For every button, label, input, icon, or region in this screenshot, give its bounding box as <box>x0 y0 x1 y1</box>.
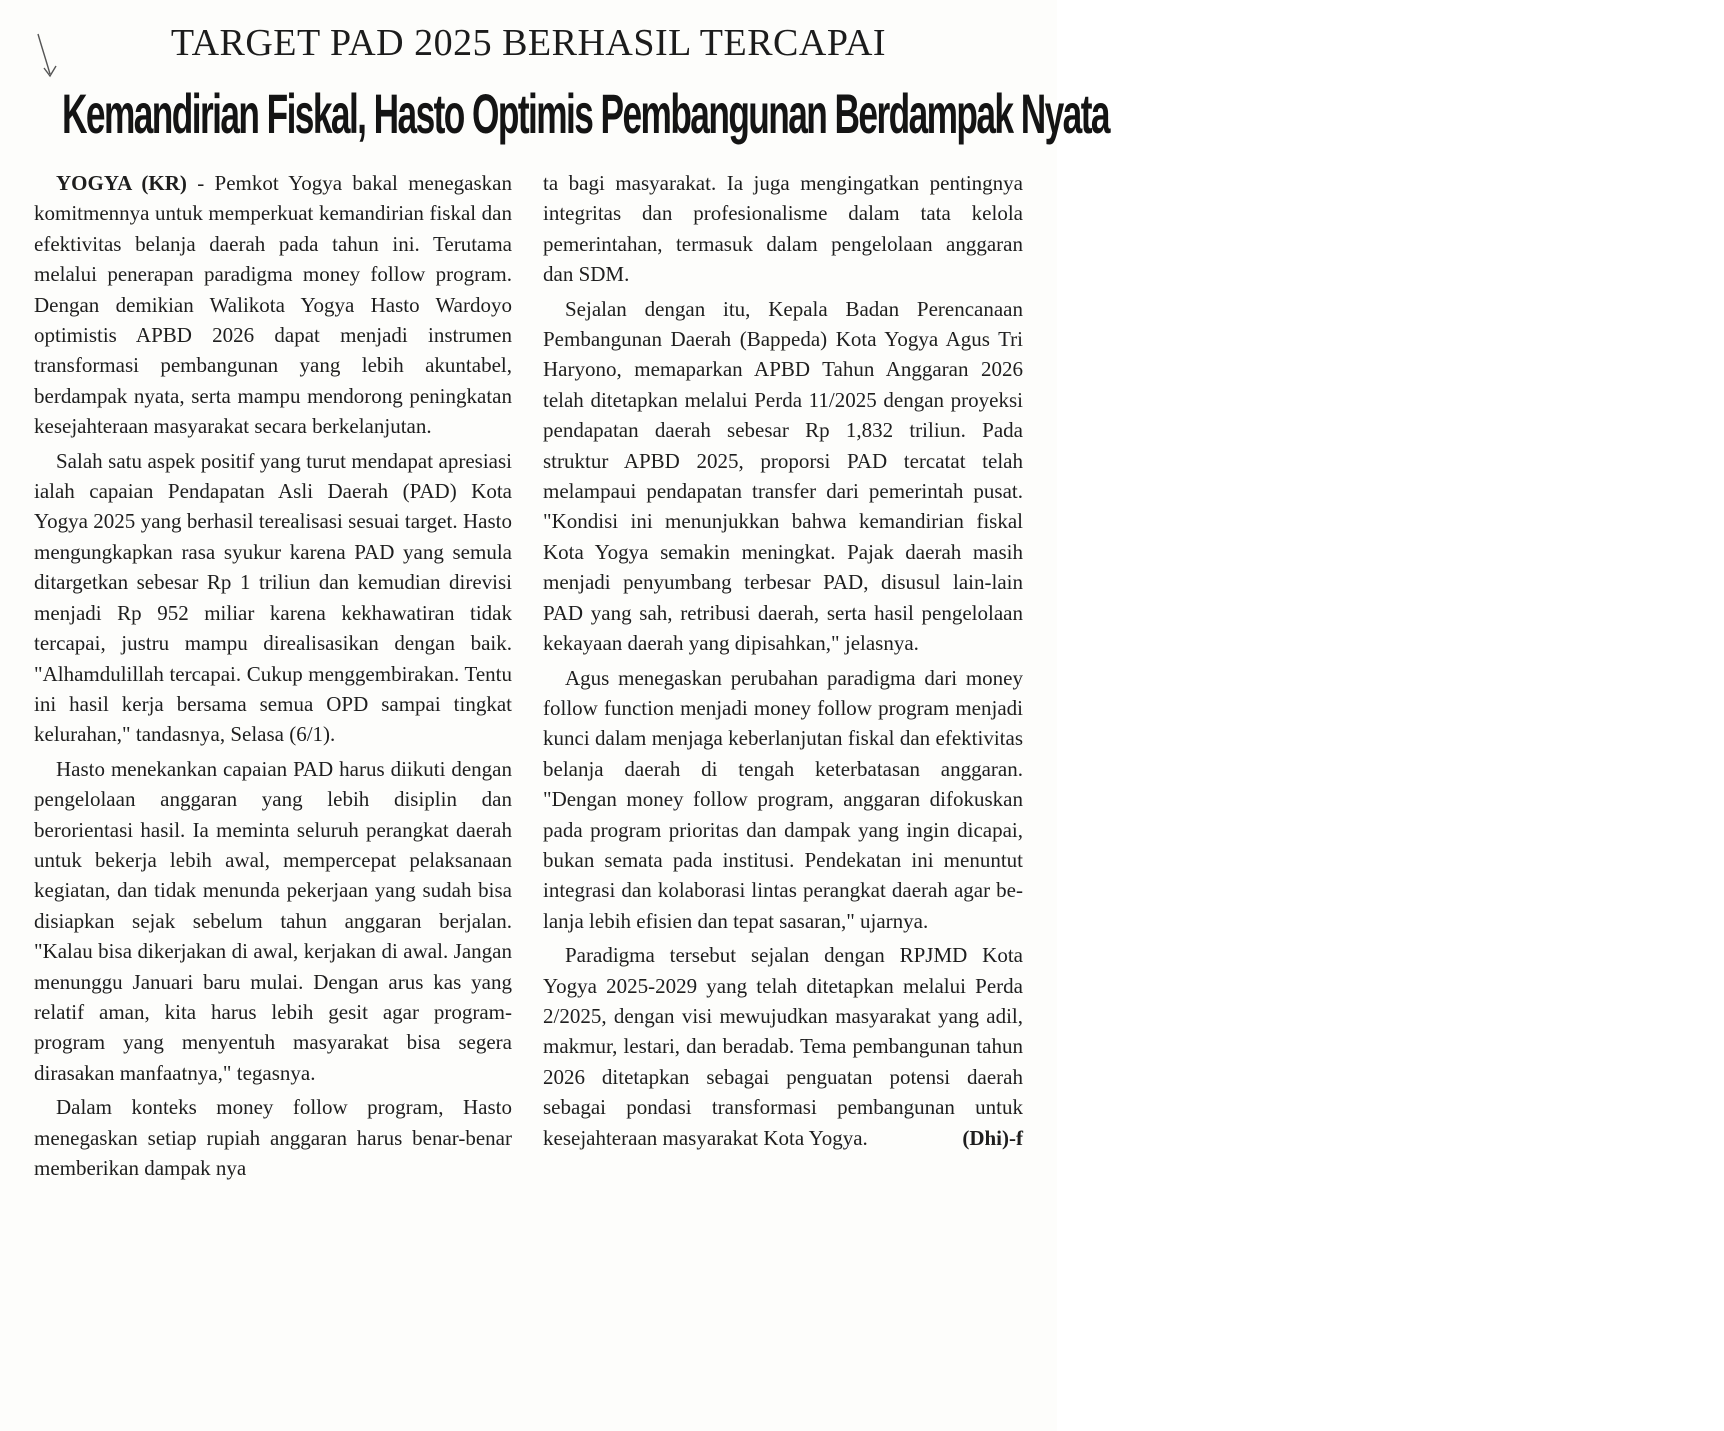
paragraph-text: - Pemkot Yogya bakal menegaskan komitmennya untuk memperkuat kemandirian fiskal dan efektivitas belanja daerah pada tahun ini. Terutama melalui penerapan paradigma money follow program. Dengan demikian Walikota Yogya Hasto Wardoyo optimistis APBD 2026 dapat menjadi instrumen transformasi pembangunan yang lebih akuntabel, berdampak nyata, serta mampu mendorong peningkatan kesejahteraan masyarakat secara berkelanjutan. <box>34 171 512 439</box>
byline: (Dhi)-f <box>962 1125 1023 1150</box>
paragraph: Salah satu aspek positif yang turut mendapat apresiasi ialah capaian Pendapatan Asli Daerah (PAD) Kota Yogya 2025 yang berhasil terealisasi sesuai target. Hasto mengungkapkan rasa syukur karena PAD yang semula ditargetkan sebesar Rp 1 triliun dan kemudian direvisi menjadi Rp 952 miliar karena kekhawatiran tidak tercapai, justru mampu direalisasikan dengan baik. "Alhamdulillah tercapai. Cukup menggembirakan. Tentu ini hasil kerja bersama semua OPD sampai tingkat kelurahan," tandasnya, Selasa (6/1). <box>34 448 512 747</box>
paragraph: Sejalan dengan itu, Kepala Badan Perencanaan Pembangunan Daerah (Bappeda) Kota Yogya Agus Tri Haryono, memaparkan APBD Tahun Anggaran 2026 telah ditetapkan melalui Perda 11/2025 dengan proyeksi pendapatan daerah sebesar Rp 1,832 triliun. Pada struktur APBD 2025, proporsi PAD tercatat telah melampaui pendapatan transfer dari pemerintah pusat. "Kondisi ini menunjukkan bahwa kemandirian fiskal Kota Yogya semakin meningkat. Pajak daerah masih menjadi penyumbang terbesar PAD, disusul lain-lain PAD yang sah, retribusi daerah, serta hasil pengelolaan kekayaan daerah yang dipisahkan," jelasnya. <box>543 296 1023 656</box>
paragraph <box>34 168 512 442</box>
paragraph <box>543 940 1023 1153</box>
kicker-heading: TARGET PAD 2025 BERHASIL TERCAPAI <box>170 22 887 64</box>
paragraph: ta bagi masyarakat. Ia juga mengingatkan pentingnya integritas dan profesionalisme dalam tata kelola pemerintahan, termasuk dalam pengelolaan anggaran dan SDM. <box>543 171 1023 287</box>
paragraph-text: Paradigma tersebut sejalan dengan RPJMD Kota Yogya 2025-2029 yang telah ditetapkan melalui Perda 2/2025, dengan visi mewujudkan masyarakat yang adil, makmur, lestari, dan beradab. Tema pembangunan tahun 2026 ditetapkan sebagai penguatan potensi daerah sebagai pondasi transformasi pembangunan untuk kesejahteraan masyarakat Kota Yogya. <box>543 943 1023 1150</box>
paragraph: Hasto menekankan capaian PAD harus diikuti dengan pengelolaan anggaran yang lebih disiplin dan berorientasi hasil. Ia meminta seluruh perangkat daerah untuk bekerja lebih awal, mempercepat pelaksanaan kegiatan, dan tidak menunda pekerjaan yang sudah bisa disiapkan sejak sebelum tahun anggaran berjalan. "Kalau bisa dikerjakan di awal, kerjakan di awal. Jangan menunggu Januari baru mulai. Dengan arus kas yang relatif aman, kita harus lebih gesit agar program-program yang menyentuh masyarakat bisa segera dirasakan manfaatnya," tegasnya. <box>34 756 512 1085</box>
dateline: YOGYA (KR) <box>56 171 187 195</box>
paragraph: Agus menegaskan perubahan paradigma dari money follow function menjadi money follow program menjadi kunci dalam menjaga keberlanjutan fiskal dan efektivitas belanja daerah di tengah keterbatasan anggaran. "Dengan money follow program, anggaran difokuskan pada program prioritas dan dampak yang ingin dicapai, bukan semata pada institusi. Pendekatan ini menuntut integrasi dan kolaborasi lintas perangkat daerah agar belanja lebih efisien dan tepat sasaran," ujarnya. <box>543 665 1023 933</box>
headline: Kemandirian Fiskal, Hasto Optimis Pembangunan Berdampak Nyata <box>62 82 1109 145</box>
headline-box <box>62 82 1109 152</box>
article-column-right <box>543 168 1023 1157</box>
paragraph: Dalam konteks money follow program, Hasto menegaskan setiap rupiah anggaran harus benar-benar memberikan dampak nya <box>34 1095 512 1180</box>
article-column-left <box>34 168 512 1187</box>
